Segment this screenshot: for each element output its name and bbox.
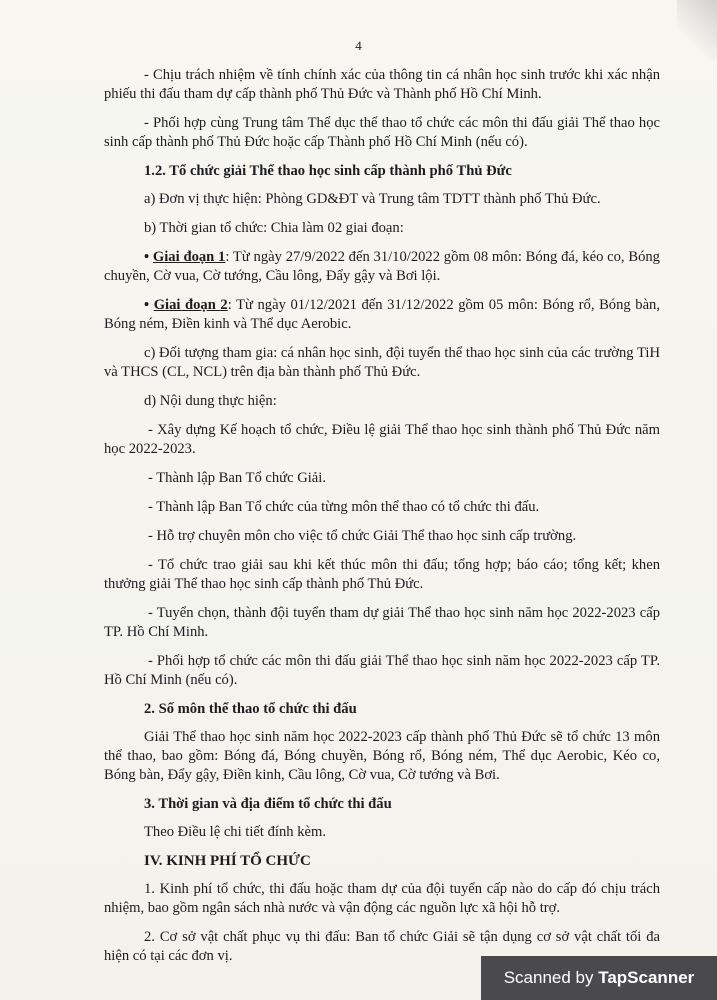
- content-item-city-coordination: - Phối hợp tổ chức các môn thi đấu giải Thể thao học sinh năm học 2022-2023 cấp TP. Hồ Chí Minh (nếu có).: [104, 653, 660, 688]
- stage-2-item: [104, 296, 660, 334]
- watermark-prefix: Scanned by: [503, 968, 599, 987]
- watermark-brand: TapScanner: [598, 968, 695, 987]
- page-number: 4: [355, 38, 362, 53]
- document-body: [104, 66, 660, 976]
- stage-1-item: [104, 248, 660, 286]
- content-item-organizing-committee: - Thành lập Ban Tổ chức Giải.: [148, 470, 326, 486]
- content-item-plan: - Xây dựng Kế hoạch tổ chức, Điều lệ giải Thể thao học sinh thành phố Thủ Đức năm học 2022-2023.: [104, 422, 660, 457]
- paragraph-facilities: 2. Cơ sở vật chất phục vụ thi đấu: Ban tổ chức Giải sẽ tận dụng cơ sở vật chất tối đa hiện có tại các đơn vị.: [104, 929, 660, 964]
- stage-1-label: Giai đoạn 1: [152, 249, 226, 265]
- section-heading-iv: IV. KINH PHÍ TỔ CHỨC: [144, 853, 311, 869]
- section-heading-1-2: 1.2. Tổ chức giải Thể thao học sinh cấp thành phố Thủ Đức: [144, 163, 512, 179]
- section-heading-2: 2. Số môn thể thao tổ chức thi đấu: [144, 701, 357, 717]
- stage-2-label: Giai đoạn 2: [153, 297, 228, 313]
- paragraph-sports-list: Giải Thể thao học sinh năm học 2022-2023 cấp thành phố Thủ Đức sẽ tổ chức 13 môn thể thao, bao gồm: Bóng đá, Bóng chuyền, Bóng rổ, Bóng ném, Thể dục Aerobic, Kéo co, Bóng bàn, Đẩy gậy, Điền kinh, Cầu lông, Cờ vua, Cờ tướng và Bơi.: [104, 729, 660, 783]
- content-item-sport-committee: - Thành lập Ban Tổ chức của từng môn thể thao có tổ chức thi đấu.: [148, 499, 540, 515]
- paragraph-a-unit: a) Đơn vị thực hiện: Phòng GD&ĐT và Trung tâm TDTT thành phố Thủ Đức.: [144, 191, 601, 207]
- content-item-selection: - Tuyển chọn, thành đội tuyển tham dự giải Thể thao học sinh năm học 2022-2023 cấp TP. Hồ Chí Minh.: [104, 605, 660, 640]
- paragraph-schedule-reference: Theo Điều lệ chi tiết đính kèm.: [144, 824, 326, 840]
- stage-1-text: : Từ ngày 27/9/2022 đến 31/10/2022 gồm 08 môn: Bóng đá, kéo co, Bóng chuyền, Cờ vua, Cờ tướng, Cầu lông, Đẩy gậy và Bơi lội.: [104, 249, 660, 284]
- paragraph-coordination: - Phối hợp cùng Trung tâm Thể dục thể thao tổ chức các môn thi đấu giải Thể thao học sinh cấp thành phố Thủ Đức hoặc cấp Thành phố Hồ Chí Minh (nếu có).: [104, 115, 660, 150]
- bullet-icon: •: [144, 249, 150, 265]
- content-item-support: - Hỗ trợ chuyên môn cho việc tổ chức Giải Thể thao học sinh cấp trường.: [148, 528, 577, 544]
- bullet-icon: •: [144, 297, 150, 313]
- stage-2-text: : Từ ngày 01/12/2021 đến 31/12/2022 gồm 05 môn: Bóng rổ, Bóng bàn, Bóng ném, Điền kinh và Thể dục Aerobic.: [104, 297, 660, 332]
- paragraph-d-content: d) Nội dung thực hiện:: [144, 393, 277, 409]
- scanner-watermark: [481, 956, 717, 1000]
- paragraph-responsibility: - Chịu trách nhiệm về tính chính xác của thông tin cá nhân học sinh trước khi xác nhận phiếu thi đấu tham dự cấp thành phố Thủ Đức và Thành phố Hồ Chí Minh.: [104, 67, 660, 102]
- paragraph-funding: 1. Kinh phí tổ chức, thi đấu hoặc tham dự của đội tuyển cấp nào do cấp đó chịu trách nhiệm, bao gồm ngân sách nhà nước và vận động các nguồn lực xã hội hỗ trợ.: [104, 881, 660, 916]
- content-item-awards: - Tổ chức trao giải sau khi kết thúc môn thi đấu; tổng hợp; báo cáo; tổng kết; khen thưởng giải Thể thao học sinh cấp thành phố Thủ Đức.: [104, 557, 660, 592]
- paragraph-b-time: b) Thời gian tổ chức: Chia làm 02 giai đoạn:: [144, 220, 404, 236]
- section-heading-3: 3. Thời gian và địa điểm tổ chức thi đấu: [144, 796, 392, 812]
- paragraph-c-participants: c) Đối tượng tham gia: cá nhân học sinh, đội tuyển thể thao học sinh của các trường TiH và THCS (CL, NCL) trên địa bàn thành phố Thủ Đức.: [104, 345, 660, 380]
